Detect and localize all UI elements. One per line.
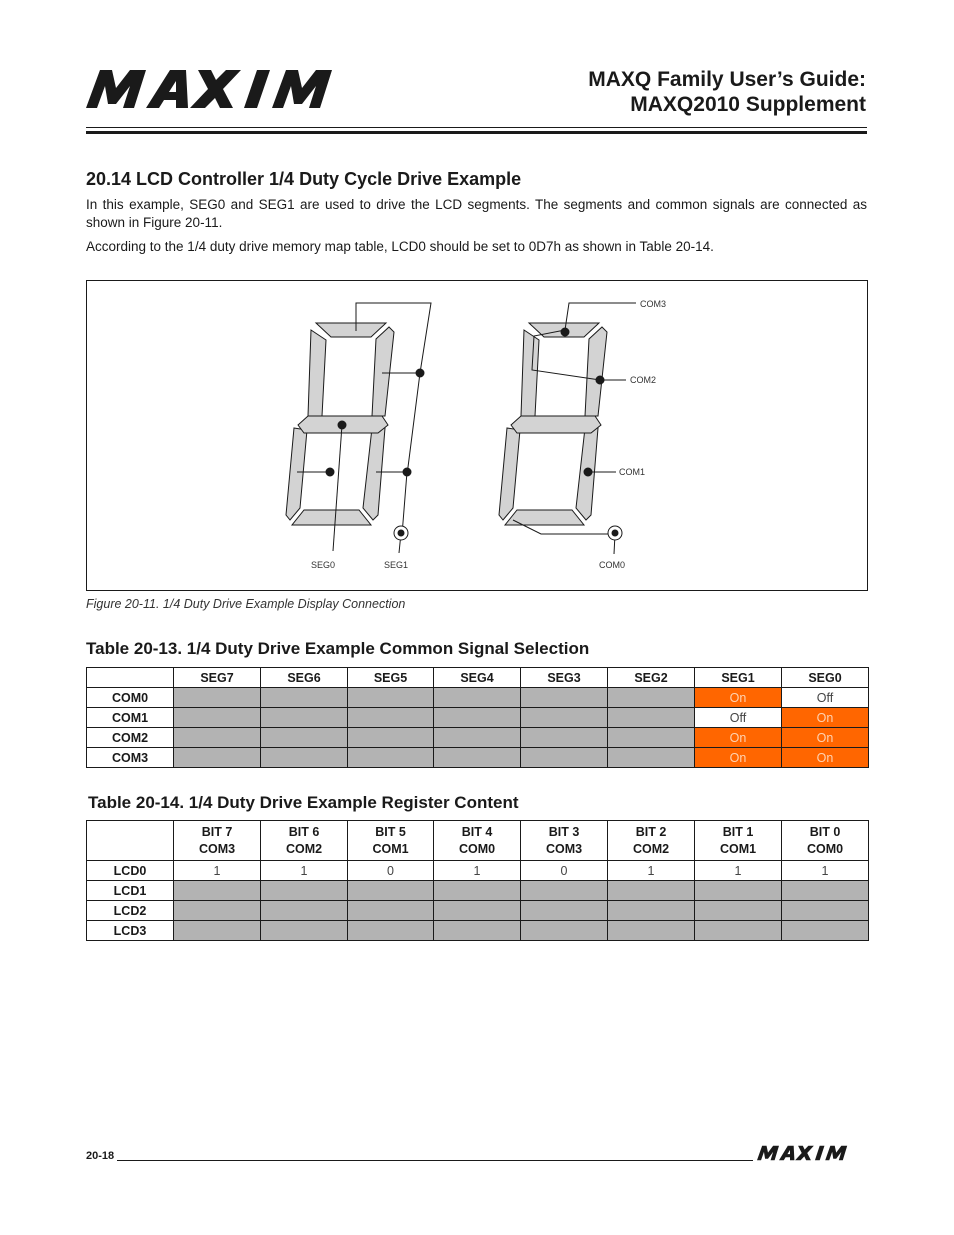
- col-header-bit5: BIT 5 COM1: [348, 821, 434, 861]
- col-header-seg2: SEG2: [608, 668, 695, 688]
- unused-cell: [434, 708, 521, 728]
- table-20-13-title: Table 20-13. 1/4 Duty Drive Example Common Signal Selection: [86, 639, 590, 658]
- unused-cell: [695, 881, 782, 901]
- col-header-seg3: SEG3: [521, 668, 608, 688]
- unused-cell: [348, 748, 434, 768]
- unused-cell: [521, 728, 608, 748]
- unused-cell: [434, 688, 521, 708]
- unused-cell: [434, 921, 521, 941]
- table-20-14-title: Table 20-14. 1/4 Duty Drive Example Register Content: [88, 793, 519, 812]
- unused-cell: [608, 901, 695, 921]
- common-signal-selection-table: [86, 667, 869, 768]
- cell-com3-seg1: On: [695, 748, 782, 768]
- left-segment-d: [292, 510, 371, 525]
- col-header-seg6: SEG6: [261, 668, 348, 688]
- unused-cell: [608, 708, 695, 728]
- register-content-table: [86, 820, 869, 941]
- paragraph-1: In this example, SEG0 and SEG1 are used to drive the LCD segments. The segments and common signals are connected as shown in Figure 20-11.: [86, 197, 867, 230]
- unused-cell: [782, 881, 869, 901]
- unused-cell: [348, 708, 434, 728]
- connection-dots: [326, 328, 604, 476]
- unused-cell: [348, 728, 434, 748]
- unused-cell: [521, 921, 608, 941]
- unused-cell: [348, 688, 434, 708]
- col-header-bit3: BIT 3 COM3: [521, 821, 608, 861]
- col-header-bit4: BIT 4 COM0: [434, 821, 521, 861]
- table-header-row: [87, 821, 869, 861]
- unused-cell: [521, 708, 608, 728]
- row-header-com2: COM2: [87, 728, 174, 748]
- corner-cell: [87, 821, 174, 861]
- cell-com1-seg0: On: [782, 708, 869, 728]
- section-title: 20.14 LCD Controller 1/4 Duty Cycle Drive Example: [86, 169, 522, 189]
- right-segment-b: [585, 327, 607, 416]
- unused-cell: [434, 748, 521, 768]
- unused-cell: [348, 881, 434, 901]
- figure-caption: Figure 20-11. 1/4 Duty Drive Example Display Connection: [86, 597, 406, 611]
- corner-cell: [87, 668, 174, 688]
- dot-seg1-b: [416, 369, 424, 377]
- unused-cell: [261, 921, 348, 941]
- unused-cell: [261, 728, 348, 748]
- unused-cell: [261, 881, 348, 901]
- table-row: [87, 921, 869, 941]
- table-row: [87, 688, 869, 708]
- maxim-logo: [86, 68, 386, 110]
- cell-lcd0-bit2: 1: [608, 861, 695, 881]
- row-header-com1: COM1: [87, 708, 174, 728]
- unused-cell: [348, 921, 434, 941]
- left-segment-f: [308, 330, 326, 416]
- label-com2: COM2: [630, 375, 657, 385]
- maxim-logo-footer: [757, 1145, 867, 1161]
- table-header-row: [87, 668, 869, 688]
- unused-cell: [521, 688, 608, 708]
- table-row: [87, 901, 869, 921]
- col-header-seg0: SEG0: [782, 668, 869, 688]
- unused-cell: [521, 901, 608, 921]
- col-header-seg5: SEG5: [348, 668, 434, 688]
- label-com1: COM1: [619, 467, 646, 477]
- cell-com1-seg1: Off: [695, 708, 782, 728]
- unused-cell: [174, 901, 261, 921]
- unused-cell: [608, 881, 695, 901]
- cell-lcd0-bit7: 1: [174, 861, 261, 881]
- right-digit: [499, 323, 607, 525]
- document-title-line2: MAXQ2010 Supplement: [630, 93, 866, 116]
- col-header-bit6: BIT 6 COM2: [261, 821, 348, 861]
- unused-cell: [695, 921, 782, 941]
- unused-cell: [608, 728, 695, 748]
- unused-cell: [261, 708, 348, 728]
- table-row: [87, 708, 869, 728]
- label-com3: COM3: [640, 299, 667, 309]
- unused-cell: [434, 901, 521, 921]
- unused-cell: [521, 881, 608, 901]
- document-title-line1: MAXQ Family User’s Guide:: [588, 68, 866, 91]
- table-row: [87, 881, 869, 901]
- unused-cell: [174, 921, 261, 941]
- col-header-bit2: BIT 2 COM2: [608, 821, 695, 861]
- unused-cell: [174, 748, 261, 768]
- unused-cell: [174, 708, 261, 728]
- col-header-seg7: SEG7: [174, 668, 261, 688]
- unused-cell: [782, 921, 869, 941]
- cell-com0-seg1: On: [695, 688, 782, 708]
- dot-seg0-e: [326, 468, 334, 476]
- dot-com3-a: [561, 328, 569, 336]
- row-header-lcd0: LCD0: [87, 861, 174, 881]
- table-row: [87, 861, 869, 881]
- cell-com2-seg1: On: [695, 728, 782, 748]
- cell-lcd0-bit6: 1: [261, 861, 348, 881]
- cell-lcd0-bit5: 0: [348, 861, 434, 881]
- col-header-seg4: SEG4: [434, 668, 521, 688]
- unused-cell: [782, 901, 869, 921]
- row-header-com0: COM0: [87, 688, 174, 708]
- unused-cell: [174, 688, 261, 708]
- col-header-seg1: SEG1: [695, 668, 782, 688]
- cell-com2-seg0: On: [782, 728, 869, 748]
- table-row: [87, 748, 869, 768]
- right-segment-e: [499, 428, 520, 520]
- left-segment-e: [286, 428, 307, 520]
- cell-lcd0-bit4: 1: [434, 861, 521, 881]
- footer-rule: [117, 1160, 753, 1161]
- seg0-trace: [333, 425, 342, 551]
- cell-com3-seg0: On: [782, 748, 869, 768]
- cell-lcd0-bit3: 0: [521, 861, 608, 881]
- dot-com2-b: [596, 376, 604, 384]
- unused-cell: [174, 881, 261, 901]
- cell-com0-seg0: Off: [782, 688, 869, 708]
- label-seg0: SEG0: [311, 560, 336, 570]
- unused-cell: [608, 921, 695, 941]
- unused-cell: [261, 688, 348, 708]
- unused-cell: [434, 728, 521, 748]
- row-header-lcd1: LCD1: [87, 881, 174, 901]
- unused-cell: [608, 748, 695, 768]
- cell-lcd0-bit0: 1: [782, 861, 869, 881]
- unused-cell: [608, 688, 695, 708]
- col-header-bit7: BIT 7 COM3: [174, 821, 261, 861]
- col-header-bit1: BIT 1 COM1: [695, 821, 782, 861]
- terminal-pads: [394, 526, 622, 540]
- unused-cell: [695, 901, 782, 921]
- unused-cell: [261, 748, 348, 768]
- paragraph-2: According to the 1/4 duty drive memory map table, LCD0 should be set to 0D7h as shown in Table 20-14.: [86, 239, 714, 254]
- document-title: [366, 67, 866, 117]
- unused-cell: [434, 881, 521, 901]
- header-rule-thick: [86, 131, 867, 134]
- right-segment-f: [521, 330, 539, 416]
- dot-seg0-g: [338, 421, 346, 429]
- page-number: 20-18: [86, 1150, 115, 1162]
- row-header-com3: COM3: [87, 748, 174, 768]
- unused-cell: [261, 901, 348, 921]
- lcd-connection-diagram: [86, 280, 868, 591]
- dot-com1-c: [584, 468, 592, 476]
- label-com0: COM0: [599, 560, 626, 570]
- label-seg1: SEG1: [384, 560, 409, 570]
- unused-cell: [521, 748, 608, 768]
- right-segment-d: [505, 510, 584, 525]
- unused-cell: [174, 728, 261, 748]
- left-segment-a: [316, 323, 386, 337]
- left-segment-c: [363, 428, 385, 520]
- left-segment-b: [372, 327, 394, 416]
- table-row: [87, 728, 869, 748]
- unused-cell: [348, 901, 434, 921]
- right-segment-g: [511, 416, 601, 433]
- row-header-lcd2: LCD2: [87, 901, 174, 921]
- dot-seg1-c: [403, 468, 411, 476]
- cell-lcd0-bit1: 1: [695, 861, 782, 881]
- header-rule-thin: [86, 127, 867, 128]
- col-header-bit0: BIT 0 COM0: [782, 821, 869, 861]
- row-header-lcd3: LCD3: [87, 921, 174, 941]
